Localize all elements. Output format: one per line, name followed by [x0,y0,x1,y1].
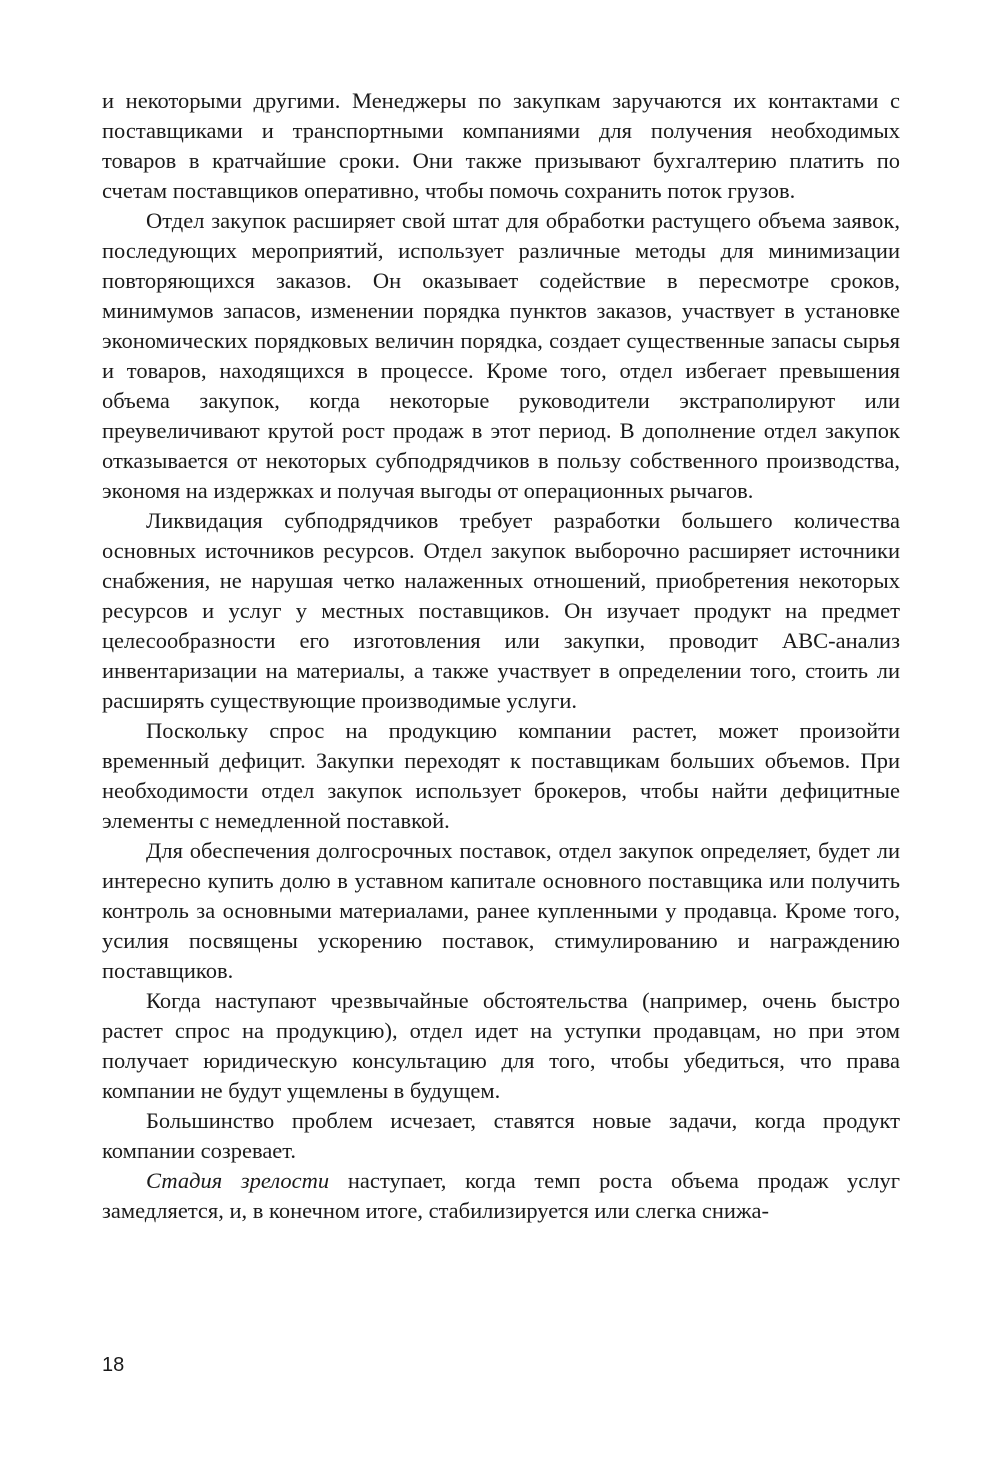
paragraph-last [102,1166,900,1226]
paragraph: Поскольку спрос на продукцию компании растет, может произойти временный дефицит. Закупки переходят к поставщикам больших объемов. При необходимости отдел закупок использует брокеров, чтобы найти дефицитные элементы с немедленной поставкой. [102,718,900,833]
paragraph: Отдел закупок расширяет свой штат для обработки растущего объема заявок, последующих мероприятий, использует различные методы для минимизации повторяющихся заказов. Он оказывает содействие в пересмотре сроков, минимумов запасов, изменении порядка пунктов заказов, участвует в установке экономических порядковых величин порядка, создает существенные запасы сырья и товаров, находящихся в процессе. Кроме того, отдел избегает превышения объема закупок, когда некоторые руководители экстраполируют или преувеличивают крутой рост продаж в этот период. В дополнение отдел закупок отказывается от некоторых субподрядчиков в пользу собственного производства, экономя на издержках и получая выгоды от операционных рычагов. [102,208,900,503]
paragraph: Большинство проблем исчезает, ставятся новые задачи, когда продукт компании созревает. [102,1108,900,1163]
page-number: 18 [102,1354,125,1376]
paragraph-text: наступает, когда темп роста объема продаж услуг замедляется, и, в конечном итоге, стабилизируется или слегка снижа- [102,1168,901,1223]
paragraph-continued: и некоторыми другими. Менеджеры по закупкам заручаются их контактами с поставщиками и транспортными компаниями для получения необходимых товаров в кратчайшие сроки. Они также призывают бухгалтерию платить по счетам поставщиков оперативно, чтобы помочь сохранить поток грузов. [102,88,900,203]
document-body [102,86,900,1226]
italic-term: Стадия зрелости [146,1168,330,1193]
paragraph: Ликвидация субподрядчиков требует разработки большего количества основных источников ресурсов. Отдел закупок выборочно расширяет источники снабжения, не нарушая четко налаженных отношений, приобретения некоторых ресурсов и услуг у местных поставщиков. Он изучает продукт на предмет целесообразности его изготовления или закупки, проводит ABC-анализ инвентаризации на материалы, а также участвует в определении того, стоить ли расширять существующие производимые услуги. [102,508,900,713]
paragraph: Когда наступают чрезвычайные обстоятельства (например, очень быстро растет спрос на продукцию), отдел идет на уступки продавцам, но при этом получает юридическую консультацию для того, чтобы убедиться, что права компании не будут ущемлены в будущем. [102,988,900,1103]
paragraph: Для обеспечения долгосрочных поставок, отдел закупок определяет, будет ли интересно купить долю в уставном капитале основного поставщика или получить контроль за основными материалами, ранее купленными у продавца. Кроме того, усилия посвящены ускорению поставок, стимулированию и награждению поставщиков. [102,838,900,983]
